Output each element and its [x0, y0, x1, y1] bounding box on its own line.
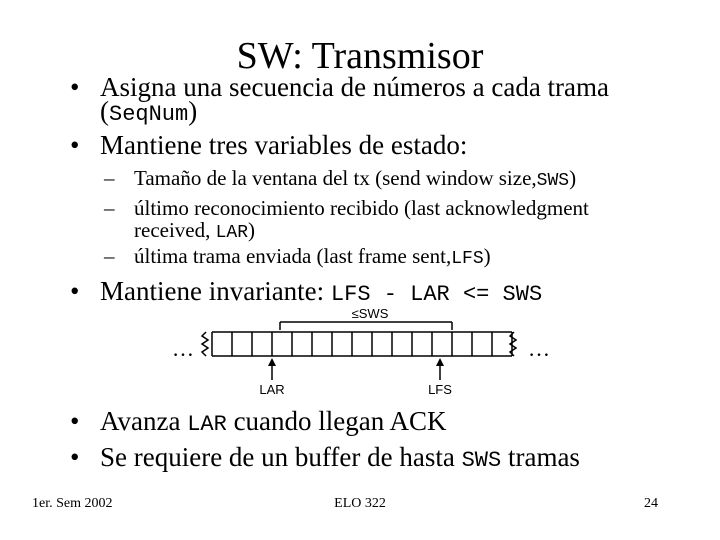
sub-bullet-sws — [134, 166, 576, 193]
ellipsis-left: … — [172, 336, 194, 361]
bullet-text: cuando llegan ACK — [226, 406, 447, 436]
sub-bullet-text: received, — [134, 218, 216, 242]
bullet-text: Se requiere de un buffer de hasta — [100, 442, 462, 472]
lar-arrowhead — [268, 358, 276, 366]
bullet-text: tramas — [501, 442, 580, 472]
bullet-marker: • — [70, 130, 80, 160]
bullet-seqnum-line — [100, 96, 197, 130]
dash-marker: – — [104, 166, 115, 190]
window-label: ≤SWS — [351, 306, 389, 321]
code-sws: SWS — [536, 171, 570, 191]
footer-course: ELO 322 — [334, 496, 386, 511]
code-sws: SWS — [461, 448, 502, 473]
paren-close: ) — [188, 96, 198, 126]
paren-close: ) — [483, 244, 491, 268]
dash-marker: – — [104, 196, 115, 220]
paren-close: ) — [569, 166, 577, 190]
bullet-buffer — [100, 442, 580, 476]
sliding-window-diagram — [168, 300, 558, 400]
sub-bullet-text: Tamaño de la ventana del tx (send window size, — [134, 166, 537, 190]
bullet-advance-lar — [100, 406, 447, 440]
bullet-marker: • — [70, 72, 80, 102]
bullet-text: Mantiene invariante: — [100, 276, 331, 306]
code-lar: LAR — [215, 223, 249, 243]
lfs-arrowhead — [436, 358, 444, 366]
code-invariant: LFS - LAR <= SWS — [330, 282, 543, 307]
lar-label: LAR — [259, 382, 285, 397]
sub-bullet-text: última trama enviada (last frame sent, — [134, 244, 452, 268]
footer-page-number: 24 — [644, 496, 658, 511]
ellipsis-right: … — [528, 336, 550, 361]
buffer-cells — [212, 332, 512, 356]
dash-marker: – — [104, 244, 115, 268]
bullet-marker: • — [70, 442, 80, 472]
bullet-state-variables: Mantiene tres variables de estado: — [100, 130, 468, 160]
code-lar: LAR — [187, 412, 227, 437]
code-seqnum: SeqNum — [109, 102, 189, 127]
bullet-text: Avanza — [100, 406, 188, 436]
sub-bullet-lar: último reconocimiento recibido (last acknowledgment — [134, 196, 589, 220]
sub-bullet-lfs — [134, 244, 491, 271]
bullet-marker: • — [70, 406, 80, 436]
paren-open: ( — [100, 96, 109, 126]
paren-close: ) — [248, 218, 256, 242]
slide-title: SW: Transmisor — [236, 35, 484, 77]
lfs-label: LFS — [428, 382, 452, 397]
bullet-marker: • — [70, 276, 80, 306]
code-lfs: LFS — [451, 249, 484, 269]
footer-semester: 1er. Sem 2002 — [32, 496, 113, 511]
sub-bullet-lar-cont — [134, 218, 255, 245]
bullet-text: Asigna una secuencia de números a cada trama — [100, 72, 610, 102]
break-mark-left — [202, 332, 208, 356]
break-mark-right — [510, 332, 516, 356]
